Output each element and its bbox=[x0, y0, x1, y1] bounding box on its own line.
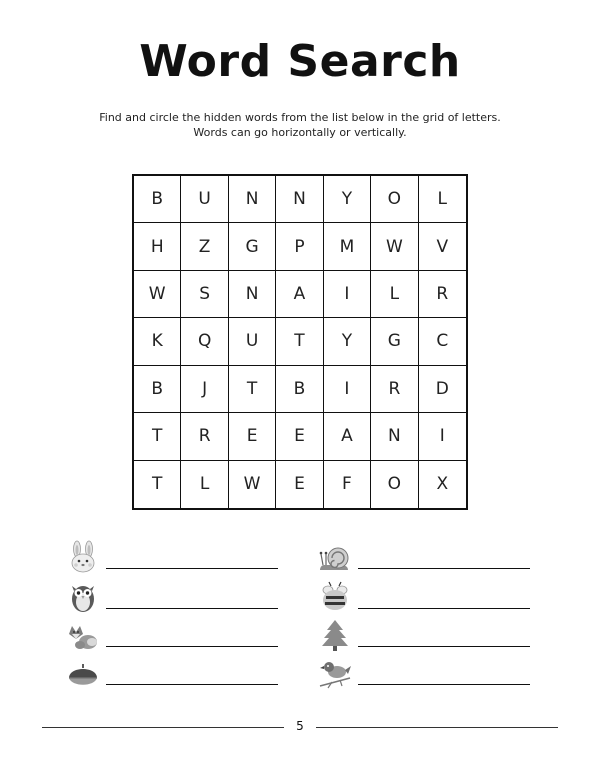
answer-line[interactable] bbox=[106, 568, 278, 569]
tree-icon bbox=[318, 618, 352, 652]
grid-cell[interactable]: A bbox=[324, 413, 371, 460]
fox-icon bbox=[66, 618, 100, 652]
grid-cell[interactable]: B bbox=[134, 176, 181, 223]
grid-cell[interactable]: G bbox=[371, 318, 418, 365]
grid-cell[interactable]: N bbox=[229, 176, 276, 223]
clue-chestnut bbox=[66, 654, 296, 694]
instructions-line-2: Words can go horizontally or vertically. bbox=[193, 126, 407, 139]
grid-cell[interactable]: I bbox=[324, 366, 371, 413]
grid-cell[interactable]: L bbox=[419, 176, 466, 223]
answer-line[interactable] bbox=[106, 646, 278, 647]
grid-cell[interactable]: E bbox=[276, 413, 323, 460]
grid-cell[interactable]: N bbox=[229, 271, 276, 318]
grid-cell[interactable]: W bbox=[371, 223, 418, 270]
grid-cell[interactable]: H bbox=[134, 223, 181, 270]
grid-cell[interactable]: R bbox=[419, 271, 466, 318]
grid-cell[interactable]: Y bbox=[324, 176, 371, 223]
grid-cell[interactable]: X bbox=[436, 474, 449, 495]
grid-cell[interactable]: B bbox=[276, 366, 323, 413]
bunny-icon bbox=[66, 540, 100, 574]
grid-cell[interactable]: O bbox=[371, 461, 418, 508]
grid-cell[interactable]: V bbox=[419, 223, 466, 270]
grid-cell[interactable]: T bbox=[134, 413, 181, 460]
answer-line[interactable] bbox=[106, 684, 278, 685]
clue-tree bbox=[318, 616, 548, 656]
answer-line[interactable] bbox=[358, 568, 530, 569]
grid-cell[interactable]: R bbox=[181, 413, 228, 460]
grid-cell[interactable]: T bbox=[276, 318, 323, 365]
clue-snail bbox=[318, 538, 548, 578]
grid-cell[interactable]: I bbox=[419, 413, 466, 460]
grid-cell[interactable]: C bbox=[419, 318, 466, 365]
clue-fox bbox=[66, 616, 296, 656]
grid-cell[interactable]: T bbox=[134, 461, 181, 508]
grid-cell[interactable]: K bbox=[134, 318, 181, 365]
answer-line[interactable] bbox=[358, 684, 530, 685]
grid-cell[interactable]: S bbox=[181, 271, 228, 318]
grid-cell[interactable]: P bbox=[276, 223, 323, 270]
grid-cell[interactable]: N bbox=[371, 413, 418, 460]
grid-cell[interactable]: F bbox=[324, 461, 371, 508]
grid-cell[interactable]: B bbox=[134, 366, 181, 413]
clue-bird bbox=[318, 654, 548, 694]
grid-cell[interactable]: E bbox=[229, 413, 276, 460]
owl-icon bbox=[66, 580, 100, 614]
page-number: 5 bbox=[296, 719, 304, 733]
grid-cell[interactable]: T bbox=[229, 366, 276, 413]
grid-cell[interactable]: M bbox=[324, 223, 371, 270]
grid-cell[interactable]: Z bbox=[181, 223, 228, 270]
instructions bbox=[0, 110, 600, 140]
clue-bunny bbox=[66, 538, 296, 578]
bird-icon bbox=[318, 656, 352, 690]
chestnut-icon bbox=[66, 656, 100, 690]
answer-line[interactable] bbox=[358, 646, 530, 647]
grid-cell[interactable]: E bbox=[276, 461, 323, 508]
grid-cell[interactable]: G bbox=[229, 223, 276, 270]
grid-cell[interactable]: L bbox=[181, 461, 228, 508]
snail-icon bbox=[318, 540, 352, 574]
grid-cell[interactable]: Y bbox=[324, 318, 371, 365]
grid-cell[interactable]: W bbox=[134, 271, 181, 318]
grid-cell[interactable]: D bbox=[419, 366, 466, 413]
grid-cell[interactable]: U bbox=[229, 318, 276, 365]
grid-cell[interactable]: Q bbox=[181, 318, 228, 365]
grid-cell[interactable]: J bbox=[181, 366, 228, 413]
grid-cell[interactable]: A bbox=[276, 271, 323, 318]
letter-grid bbox=[132, 174, 468, 510]
grid-cell[interactable]: U bbox=[181, 176, 228, 223]
bee-icon bbox=[318, 580, 352, 614]
answer-line[interactable] bbox=[358, 608, 530, 609]
answer-line[interactable] bbox=[106, 608, 278, 609]
footer-divider-right bbox=[316, 727, 558, 728]
grid-cell[interactable]: R bbox=[371, 366, 418, 413]
grid-cell[interactable]: W bbox=[229, 461, 276, 508]
instructions-line-1: Find and circle the hidden words from the list below in the grid of letters. bbox=[99, 111, 501, 124]
clue-bee bbox=[318, 578, 548, 618]
grid-cell[interactable]: N bbox=[276, 176, 323, 223]
grid-cell[interactable]: O bbox=[371, 176, 418, 223]
grid-cell[interactable]: L bbox=[371, 271, 418, 318]
grid-cell[interactable]: I bbox=[324, 271, 371, 318]
page-title: Word Search bbox=[139, 36, 461, 87]
clue-owl bbox=[66, 578, 296, 618]
